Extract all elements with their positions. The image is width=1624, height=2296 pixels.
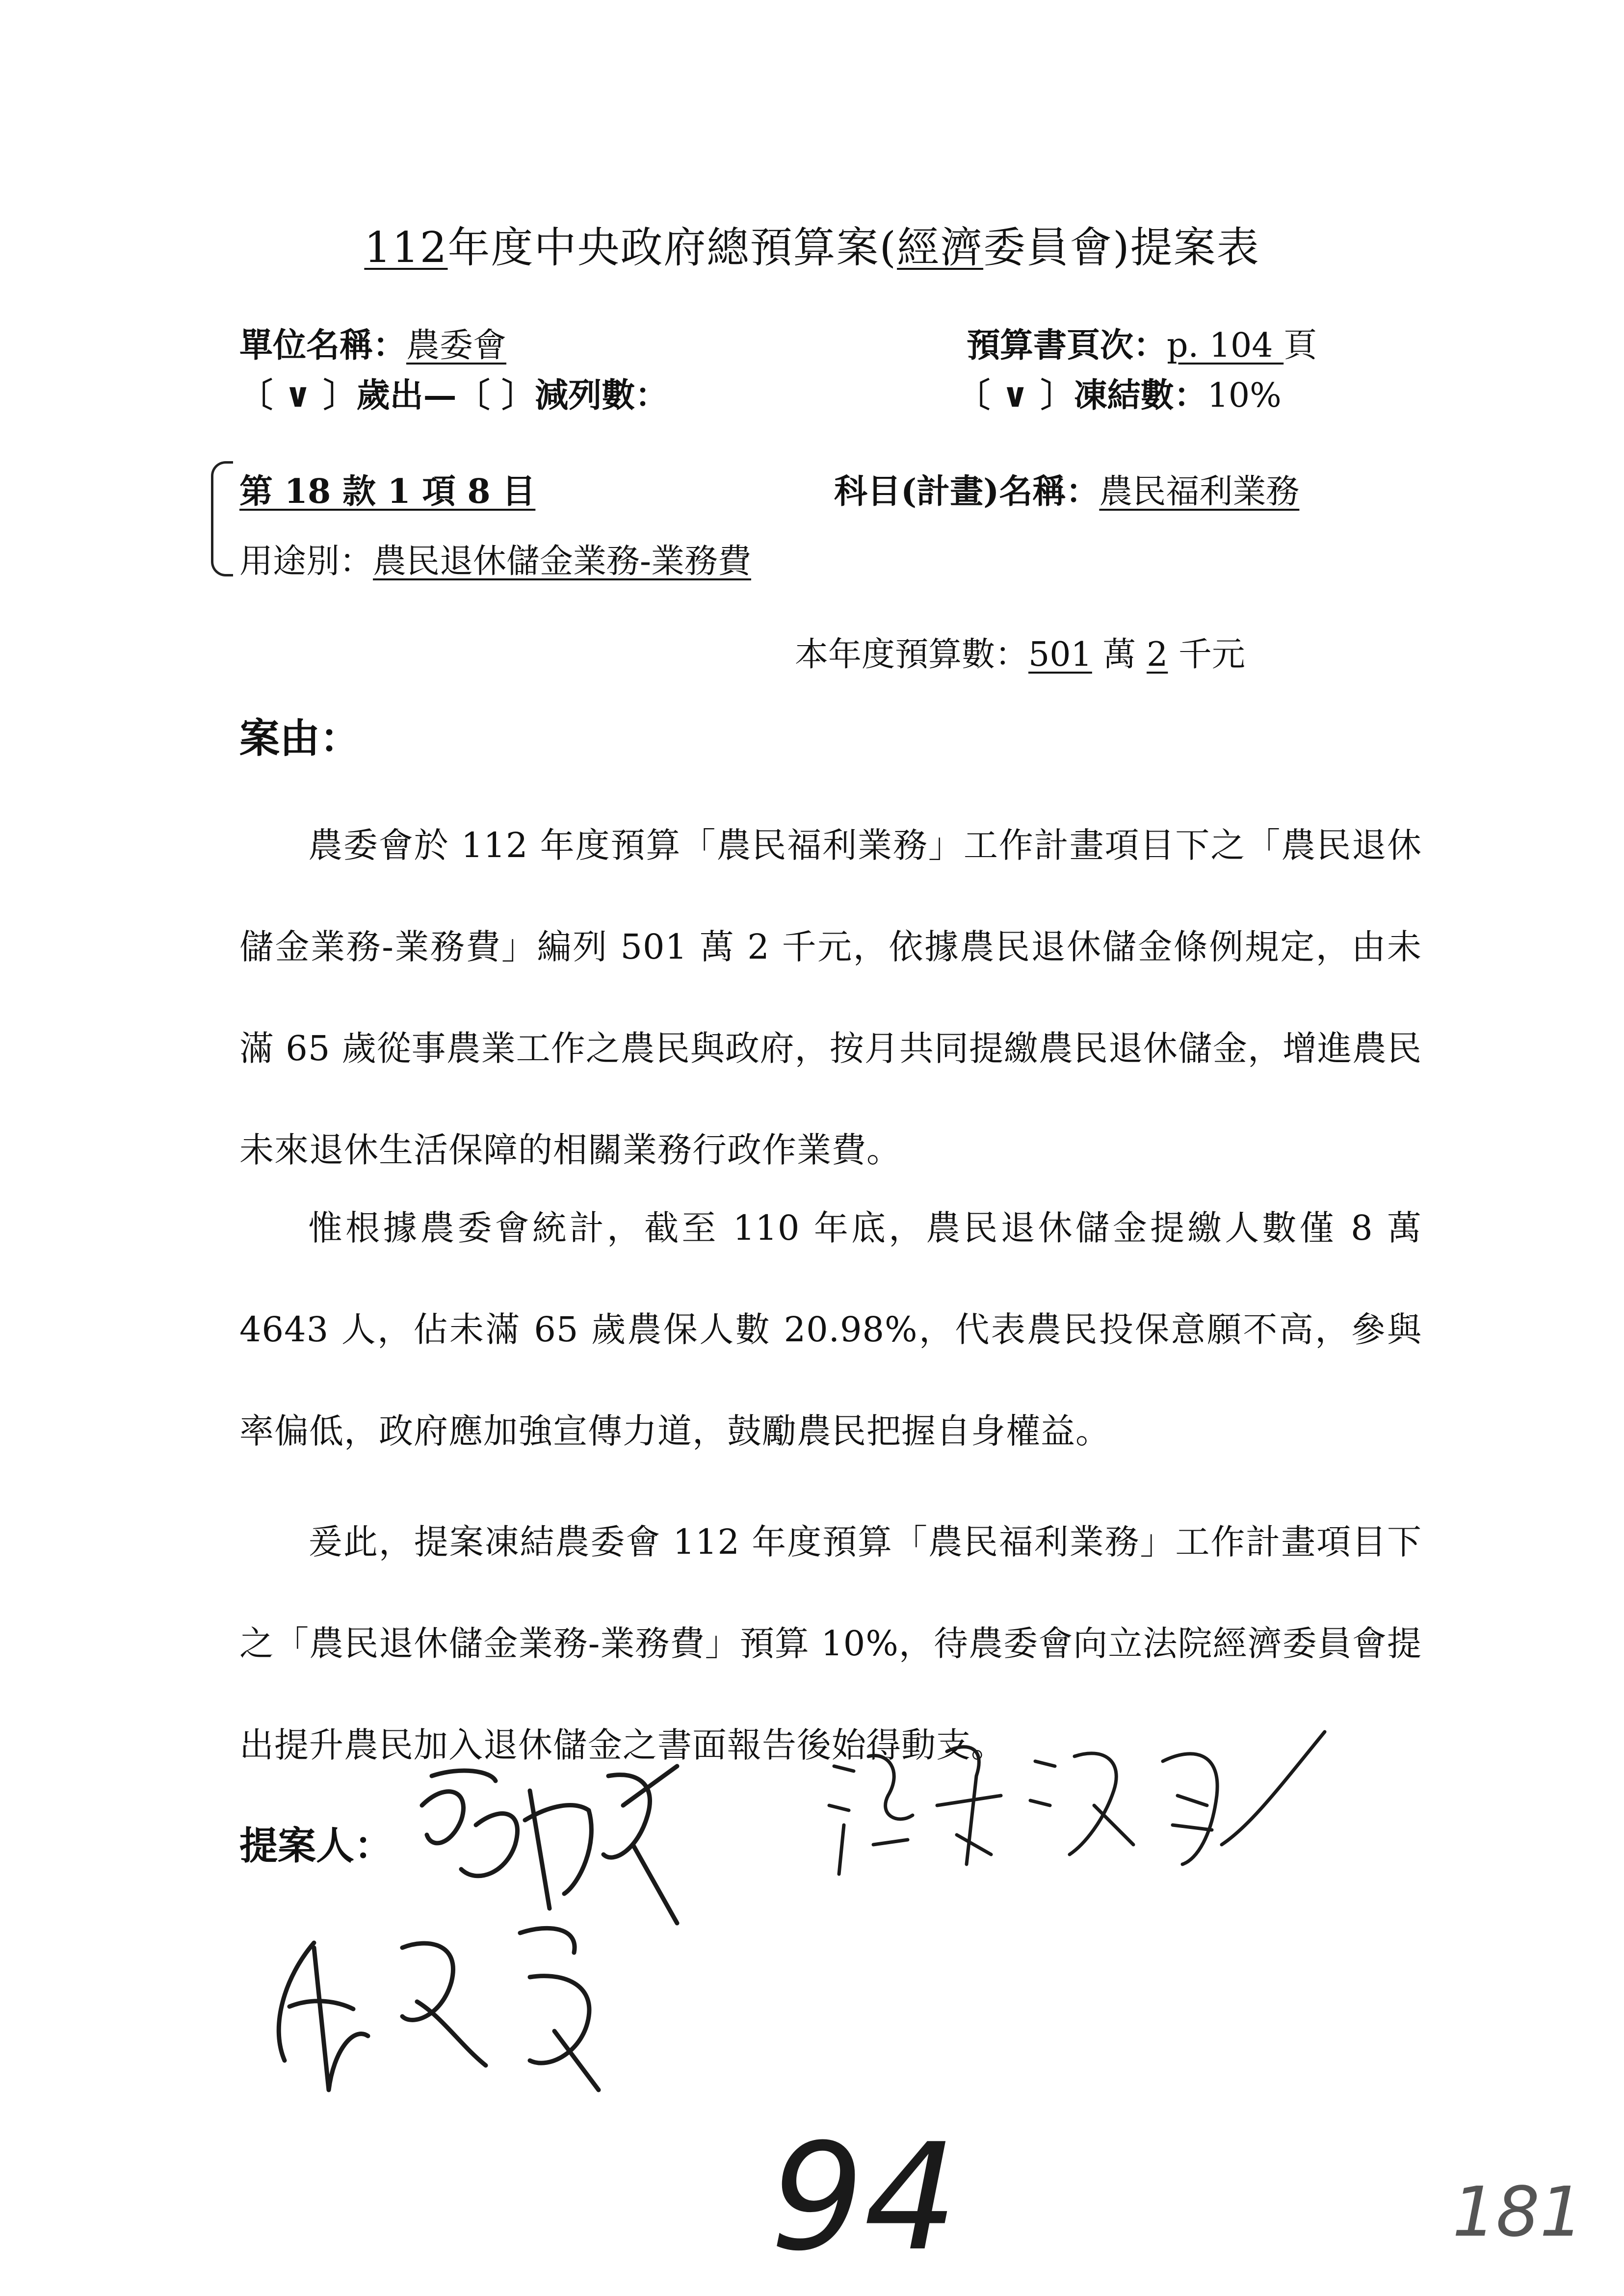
page-ref-suffix: 頁 (1283, 326, 1317, 365)
budget-label: 本年度預算數： (795, 635, 1029, 674)
freeze-option (957, 369, 1282, 417)
budget-qian: 2 (1147, 635, 1168, 674)
unit-label: 單位名稱： (239, 326, 407, 365)
page-title (0, 213, 1624, 274)
proposer-label: 提案人： (239, 1824, 393, 1868)
case-paragraph-3: 爰此，提案凍結農委會 112 年度預算「農民福利業務」工作計畫項目下之「農民退休儲金業務-業務費」預算 10%，待農委會向立法院經濟委員會提出提升農民加入退休儲金之書面報告後始得動支。 (239, 1522, 1422, 1765)
freeze-value: 10% (1207, 376, 1282, 415)
title-committee: 經濟 (897, 223, 984, 272)
page-ref-label: 預算書頁次： (967, 326, 1167, 365)
budget-wan-unit: 萬 (1092, 635, 1147, 674)
page-mark: 181 (1452, 2172, 1584, 2252)
title-end: 委員會)提案表 (983, 223, 1260, 272)
usage-row (239, 535, 751, 582)
unit-value: 農委會 (406, 326, 507, 365)
signature-2 (255, 1904, 657, 2110)
freeze-label: 〔 ∨ 〕凍結數： (957, 376, 1207, 415)
case-paragraph-2: 惟根據農委會統計，截至 110 年底，農民退休儲金提繳人數僅 8 萬 4643 人，佔未滿 65 歲農保人數 20.98%，代表農民投保意願不高，參與率偏低，政府應加強宣傳力道，鼓勵農民把握自身權益。 (239, 1208, 1422, 1451)
subject-row (834, 465, 1299, 513)
subject-value: 農民福利業務 (1099, 472, 1300, 511)
case-paragraph-1: 農委會於 112 年度預算「農民福利業務」工作計畫項目下之「農民退休儲金業務-業務費」編列 501 萬 2 千元，依據農民退休儲金條例規定，由未滿 65 歲從事農業工作之農民與政府，按月共同提繳農民退休儲金，增進農民未來退休生活保障的相關業務行政作業費。 (239, 825, 1422, 1170)
budget-amount (795, 628, 1245, 676)
signature-3 (819, 1697, 1335, 1923)
handwritten-number: 94 (770, 2112, 958, 2283)
usage-value: 農民退休儲金業務-業務費 (373, 542, 751, 581)
subject-label: 科目(計畫)名稱： (834, 472, 1100, 511)
budget-qian-unit: 千元 (1168, 635, 1245, 674)
page-ref-row (967, 319, 1317, 366)
expenditure-option: 〔 ∨ 〕歲出—〔 〕減列數： (239, 376, 669, 415)
item-bracket (211, 461, 233, 576)
case-heading: 案由： (239, 715, 361, 762)
budget-wan: 501 (1028, 635, 1092, 674)
title-year: 112 (364, 223, 448, 272)
page-ref-value: p. 104 (1167, 326, 1284, 365)
unit-row (239, 319, 506, 366)
title-middle: 年度中央政府總預算案( (447, 223, 897, 272)
budget-item: 第 18 款 1 項 8 目 (239, 472, 536, 511)
usage-label: 用途別： (239, 542, 373, 581)
